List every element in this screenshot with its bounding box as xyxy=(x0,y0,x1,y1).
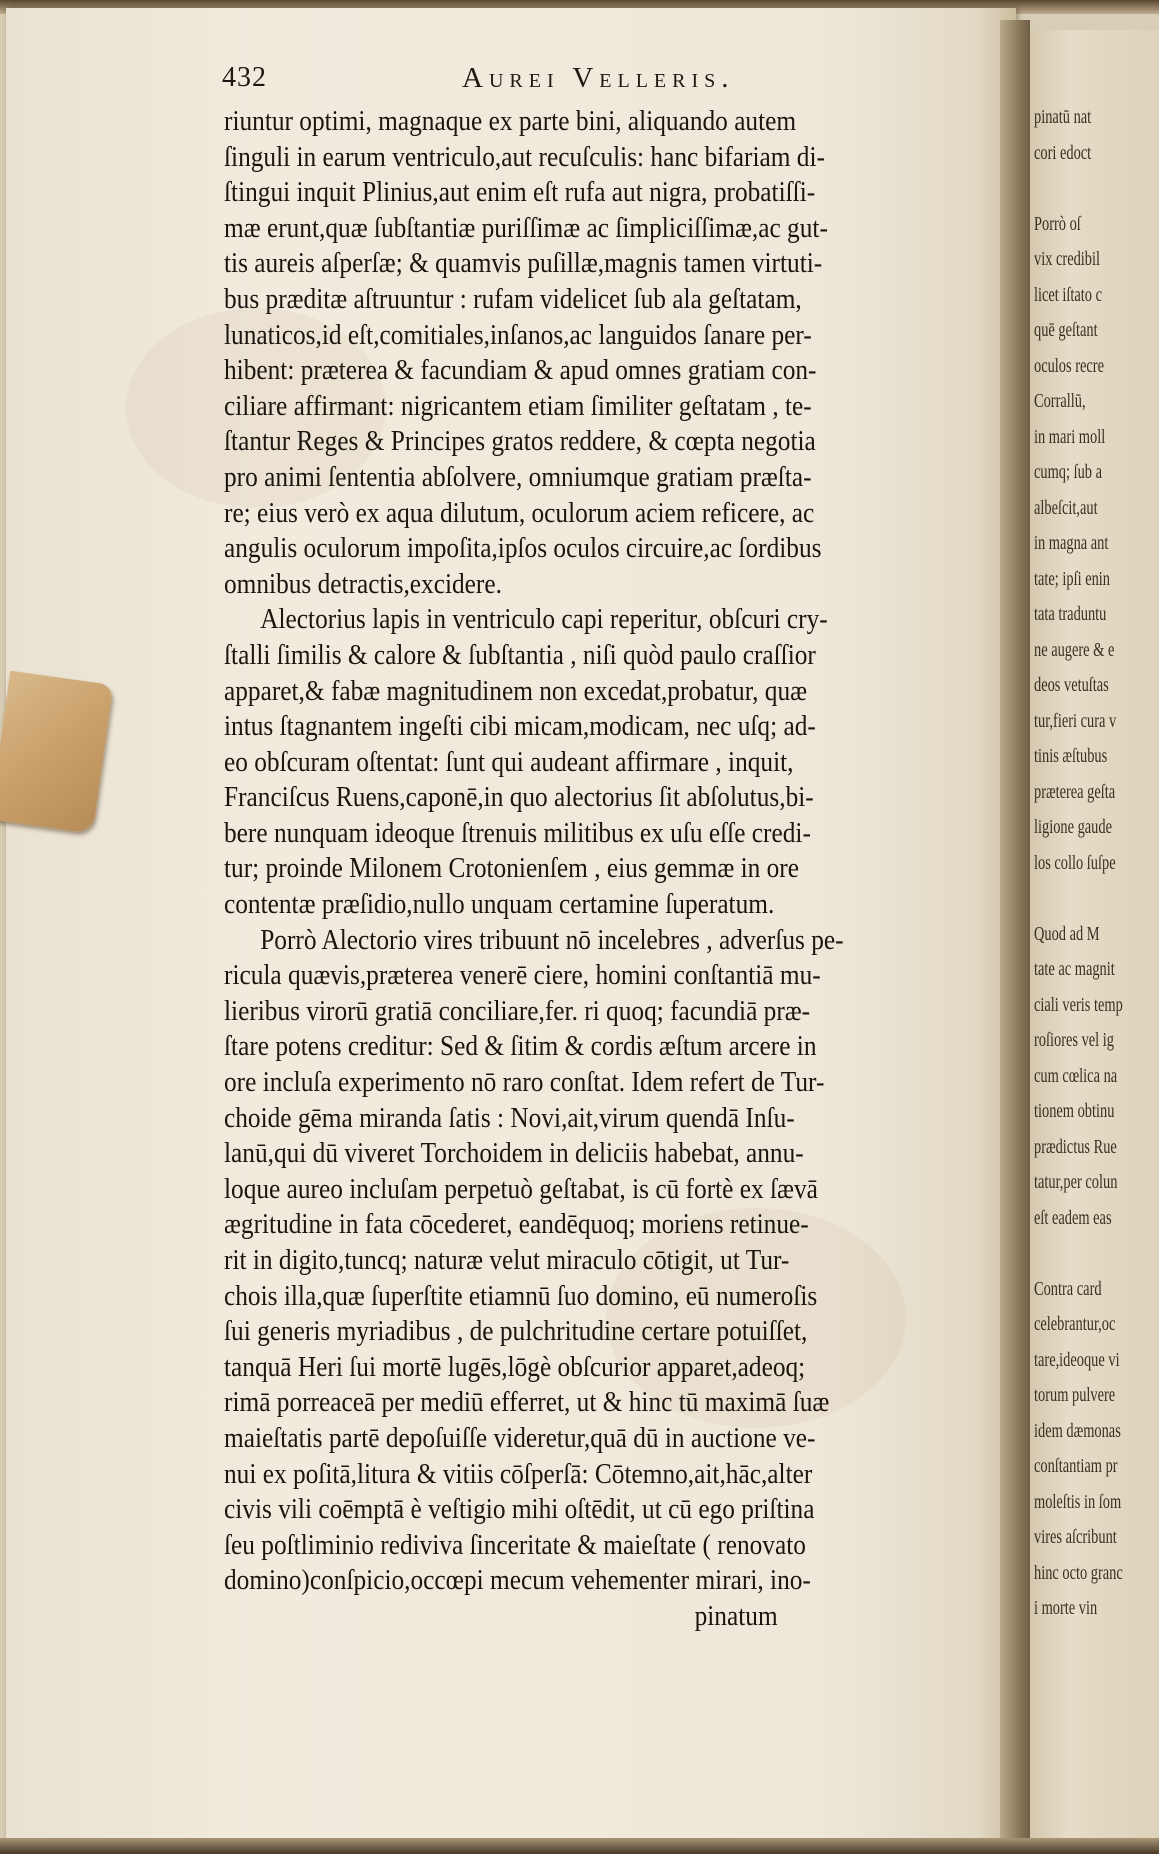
text-line: re; eius verò ex aqua dilutum, oculorum aciem reficere, ac xyxy=(224,497,815,529)
text-line: ſtalli ſimilis & calore & ſubſtantia , niſi quòd paulo craſſior xyxy=(224,639,816,671)
next-page-line: albeſcit,aut xyxy=(1034,496,1098,519)
next-page-line: celebrantur,oc xyxy=(1034,1313,1116,1335)
text-line: ſtare potens creditur: Sed & ſitim & cordis æſtum arcere in xyxy=(224,1031,817,1063)
text-line: rimā porreaceā per mediū efferret, ut & hinc tū maximā ſuæ xyxy=(224,1387,830,1419)
next-page-edge xyxy=(1030,30,1159,1842)
next-page-line: tata traduntu xyxy=(1034,603,1107,625)
next-page-line: deos vetuſtas xyxy=(1034,674,1109,696)
next-page-line: ligione gaude xyxy=(1034,816,1112,838)
next-page-line: conſtantiam pr xyxy=(1034,1455,1118,1477)
text-line: tis aureis aſperſæ; & quamvis puſillæ,magnis tamen virtuti- xyxy=(224,248,823,280)
catchword: pinatum xyxy=(694,1600,778,1632)
text-line: omnibus detractis,excidere. xyxy=(224,568,502,600)
next-page-line: roſiores vel ig xyxy=(1034,1029,1114,1051)
scan-bottom-edge xyxy=(0,1838,1159,1854)
text-line: nui ex poſitā,litura & vitiis cōſperſā: Cōtemno,ait,hāc,alter xyxy=(224,1458,813,1490)
text-line: contentæ præſidio,nullo unquam certamine ſuperatum. xyxy=(224,889,775,921)
text-line: ſtantur Reges & Principes gratos reddere, & cœpta negotia xyxy=(224,426,816,458)
text-line: mæ erunt,quæ ſubſtantiæ puriſſimæ ac ſimpliciſſimæ,ac gut- xyxy=(224,212,828,244)
next-page-line: ciali veris temp xyxy=(1034,993,1123,1016)
next-page-line: Quod ad M xyxy=(1034,922,1100,945)
next-page-line xyxy=(1034,881,1124,917)
text-line: tanquā Heri ſui mortē lugēs,lōgè obſcurior apparet,adeoq; xyxy=(224,1351,806,1383)
next-page-line: torum pulvere xyxy=(1034,1384,1116,1406)
text-line: apparet,& fabæ magnitudinem non excedat,probatur, quæ xyxy=(224,675,808,707)
text-line: lunaticos,id eſt,comitiales,inſanos,ac languidos ſanare per- xyxy=(224,319,812,351)
text-line: ſeu poſtliminio rediviva ſinceritate & maieſtate ( renovato xyxy=(224,1529,806,1561)
next-page-line xyxy=(1034,1236,1124,1272)
next-page-line: vires aſcribunt xyxy=(1034,1526,1117,1548)
text-line: maieſtatis partē depoſuiſſe videretur,quā dū in auctione ve- xyxy=(224,1422,816,1454)
next-page-line: los collo ſuſpe xyxy=(1034,851,1116,874)
text-line: hibent: præterea & facundiam & apud omnes gratiam con- xyxy=(224,355,817,387)
text-line: bere nunquam ideoque ſtrenuis militibus ex uſu eſſe credi- xyxy=(224,817,811,849)
next-page-line: cum cœlica na xyxy=(1034,1064,1118,1087)
next-page-line: licet iſtato c xyxy=(1034,283,1102,306)
text-line: pro animi ſententia abſolvere, omniumque gratiam præſta- xyxy=(224,461,812,493)
page-number: 432 xyxy=(222,62,267,93)
text-line: ſinguli in earum ventriculo,aut recuſculis: hanc bifariam di- xyxy=(224,141,825,173)
next-page-line: tinis æſtubus xyxy=(1034,745,1108,767)
next-page-line: prædictus Rue xyxy=(1034,1135,1117,1158)
text-line: domino)conſpicio,occœpi mecum vehementer mirari, ino- xyxy=(224,1565,811,1597)
text-line: ricula quævis,præterea venerē ciere, homini conſtantiā mu- xyxy=(224,960,821,992)
next-page-line: oculos recre xyxy=(1034,354,1104,377)
next-page-line: tate; ipſi enin xyxy=(1034,567,1110,590)
text-line: Porrò Alectorio vires tribuunt nō incelebres , adverſus pe- xyxy=(260,924,844,956)
text-line: ſtingui inquit Plinius,aut enim eſt rufa aut nigra, probatiſſi- xyxy=(224,177,816,209)
text-line: ſui generis myriadibus , de pulchritudine certare potuiſſet, xyxy=(224,1316,808,1348)
text-line: intus ſtagnantem ingeſti cibi micam,modicam, nec uſq; ad- xyxy=(224,711,816,743)
next-page-line: cori edoct xyxy=(1034,141,1092,164)
next-page-line: ne augere & e xyxy=(1034,638,1115,661)
next-page-line: cumq; ſub a xyxy=(1034,461,1102,483)
text-line: riuntur optimi, magnaque ex parte bini, aliquando autem xyxy=(224,106,797,137)
next-page-line: tate ac magnit xyxy=(1034,958,1115,980)
next-page-line: tare,ideoque vi xyxy=(1034,1348,1120,1371)
next-page-line: tur,fieri cura v xyxy=(1034,709,1117,732)
text-line: Franciſcus Ruens,caponē,in quo alectorius ſit abſolutus,bi- xyxy=(224,782,814,814)
next-page-line: tatur,per colun xyxy=(1034,1171,1118,1193)
next-page-line: in mari moll xyxy=(1034,425,1106,448)
text-line: tur; proinde Milonem Crotonienſem , eius gemmæ in ore xyxy=(224,853,800,885)
body-text xyxy=(224,104,1024,1635)
next-page-line: tionem obtinu xyxy=(1034,1100,1115,1122)
running-title: Aurei Velleris. xyxy=(462,62,735,94)
next-page-text xyxy=(1030,30,1159,1627)
next-page-line: Contra card xyxy=(1034,1277,1102,1300)
text-line: ore incluſa experimento nō raro conſtat. Idem refert de Tur- xyxy=(224,1067,825,1099)
next-page-line: hinc octo granc xyxy=(1034,1561,1123,1584)
next-page-line: idem dæmonas xyxy=(1034,1419,1121,1442)
text-line: ægritudine in fata cōcederet, eandēquoq; moriens retinue- xyxy=(224,1209,809,1241)
text-line: civis vili coēmptā è veſtigio mihi oſtēdit, ut cū ego priſtina xyxy=(224,1494,815,1526)
text-line: chois illa,quæ ſuperſtite etiamnū ſuo domino, eū numeroſis xyxy=(224,1280,818,1312)
page-header xyxy=(222,62,1022,102)
text-line: rit in digito,tuncq; naturæ velut miraculo cōtigit, ut Tur- xyxy=(224,1245,790,1276)
next-page-line xyxy=(1034,171,1124,207)
text-line: Alectorius lapis in ventriculo capi reperitur, obſcuri cry- xyxy=(260,604,828,636)
next-page-line: præterea geſta xyxy=(1034,780,1116,803)
text-line: lieribus virorū gratiā conciliare,fer. ri quoq; facundiā præ- xyxy=(224,995,811,1027)
next-page-line: Corrallū, xyxy=(1034,390,1086,412)
next-page-line: eſt eadem eas xyxy=(1034,1206,1112,1229)
next-page-line: Porrò oſ xyxy=(1034,212,1081,235)
text-line: lanū,qui dū viveret Torchoidem in deliciis habebat, annu- xyxy=(224,1138,804,1170)
next-page-line: in magna ant xyxy=(1034,532,1109,554)
text-line: loque aureo incluſam perpetuò geſtabat, is cū fortè ex ſævā xyxy=(224,1173,818,1205)
next-page-line: moleſtis in ſom xyxy=(1034,1490,1122,1513)
text-line: angulis oculorum impoſita,ipſos oculos circuire,ac ſordibus xyxy=(224,533,822,565)
next-page-line: pinatū nat xyxy=(1034,106,1092,128)
next-page-line: vix credibil xyxy=(1034,248,1100,270)
text-line: choide gēma miranda ſatis : Novi,ait,virum quendā Inſu- xyxy=(224,1102,795,1134)
text-line: ciliare affirmant: nigricantem etiam ſimiliter geſtatam , te- xyxy=(224,390,812,422)
text-line: eo obſcuram oſtentat: ſunt qui audeant affirmare , inquit, xyxy=(224,746,794,778)
next-page-line: quē geſtant xyxy=(1034,319,1098,341)
text-line: bus præditæ aſtruuntur : rufam videlicet ſub ala geſtatam, xyxy=(224,283,802,315)
next-page-line: i morte vin xyxy=(1034,1597,1098,1619)
